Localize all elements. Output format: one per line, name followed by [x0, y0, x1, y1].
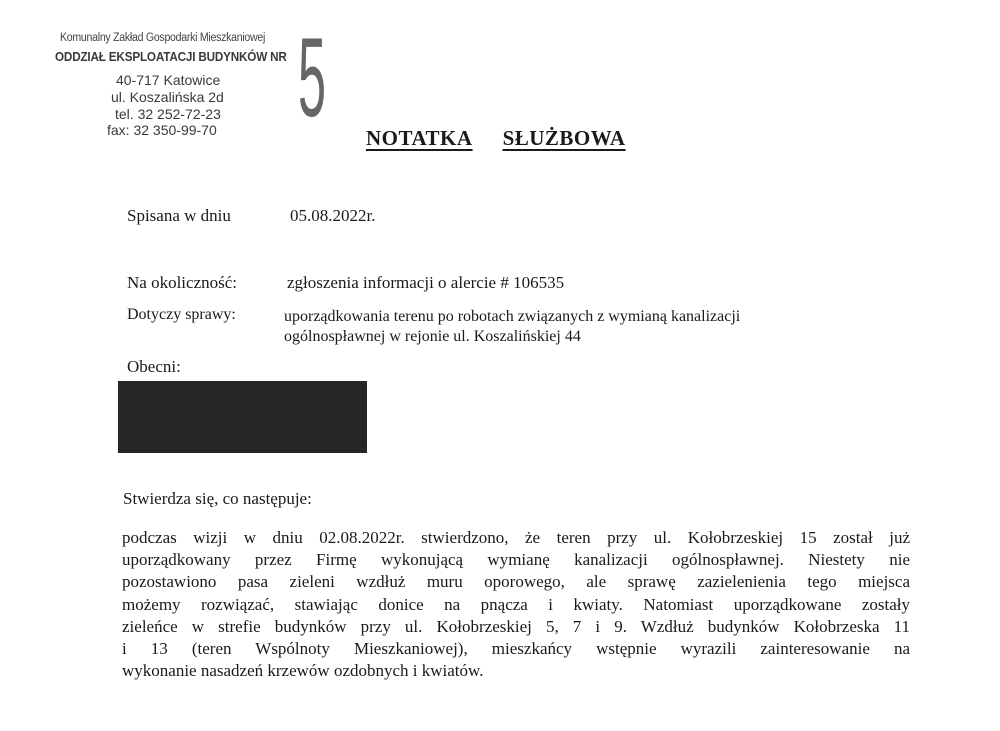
statement-body [122, 527, 910, 682]
date-label: Spisana w dniu [127, 206, 231, 225]
statement-heading: Stwierdza się, co następuje: [123, 489, 312, 508]
redacted-attendees-block [118, 381, 367, 453]
matter-value-line1: uporządkowania terenu po robotach związanych z wymianą kanalizacji [284, 308, 741, 325]
date-value: 05.08.2022r. [290, 206, 376, 225]
statement-line: wykonanie nasadzeń krzewów ozdobnych i kwiatów. [122, 661, 484, 681]
stamp-organization-name: Komunalny Zakład Gospodarki Mieszkaniowej [60, 32, 266, 44]
statement-line: podczas wizji w dniu 02.08.2022r. stwierdzono, że teren przy ul. Kołobrzeskiej 15 został już [122, 528, 910, 547]
title-word-sluzbowa: SŁUŻBOWA [502, 126, 626, 150]
stamp-phone: tel. 32 252-72-23 [115, 106, 221, 122]
stamp-department-name: ODDZIAŁ EKSPLOATACJI BUDYNKÓW NR [55, 49, 287, 64]
statement-line: możemy rozwiązać, stawiając donice na pnącza i kwiaty. Natomiast uporządkowane zostały [122, 594, 910, 614]
statement-line: pozostawiono pasa zieleni wzdłuż muru oporowego, ale sprawę zazielenienia tego miejsca [122, 572, 910, 592]
stamp-city: 40-717 Katowice [116, 72, 221, 88]
title-word-notatka: NOTATKA [366, 126, 473, 150]
statement-line: zieleńce w strefie budynków przy ul. Kołobrzeskiej 5, 7 i 9. Wzdłuż budynków Kołobrzeska 11 [122, 616, 910, 636]
matter-value-line2: ogólnospławnej w rejonie ul. Koszalińskiej 44 [284, 328, 581, 345]
statement-line: i 13 (teren Wspólnoty Mieszkaniowej), mieszkańcy wstępnie wyrazili zainteresowanie na [122, 639, 910, 659]
occasion-label: Na okoliczność: [127, 273, 237, 292]
matter-label: Dotyczy sprawy: [127, 306, 236, 323]
stamp-department-number: 5 [298, 15, 327, 140]
stamp-fax: fax: 32 350-99-70 [107, 122, 217, 138]
organization-stamp [55, 15, 327, 140]
statement-line: uporządkowany przez Firmę wykonującą wymianę kanalizacji ogólnospławnej. Niestety nie [122, 550, 910, 570]
document-title [366, 126, 626, 151]
occasion-value: zgłoszenia informacji o alercie # 106535 [287, 273, 565, 292]
present-label: Obecni: [127, 357, 181, 376]
stamp-street: ul. Koszalińska 2d [111, 89, 224, 105]
